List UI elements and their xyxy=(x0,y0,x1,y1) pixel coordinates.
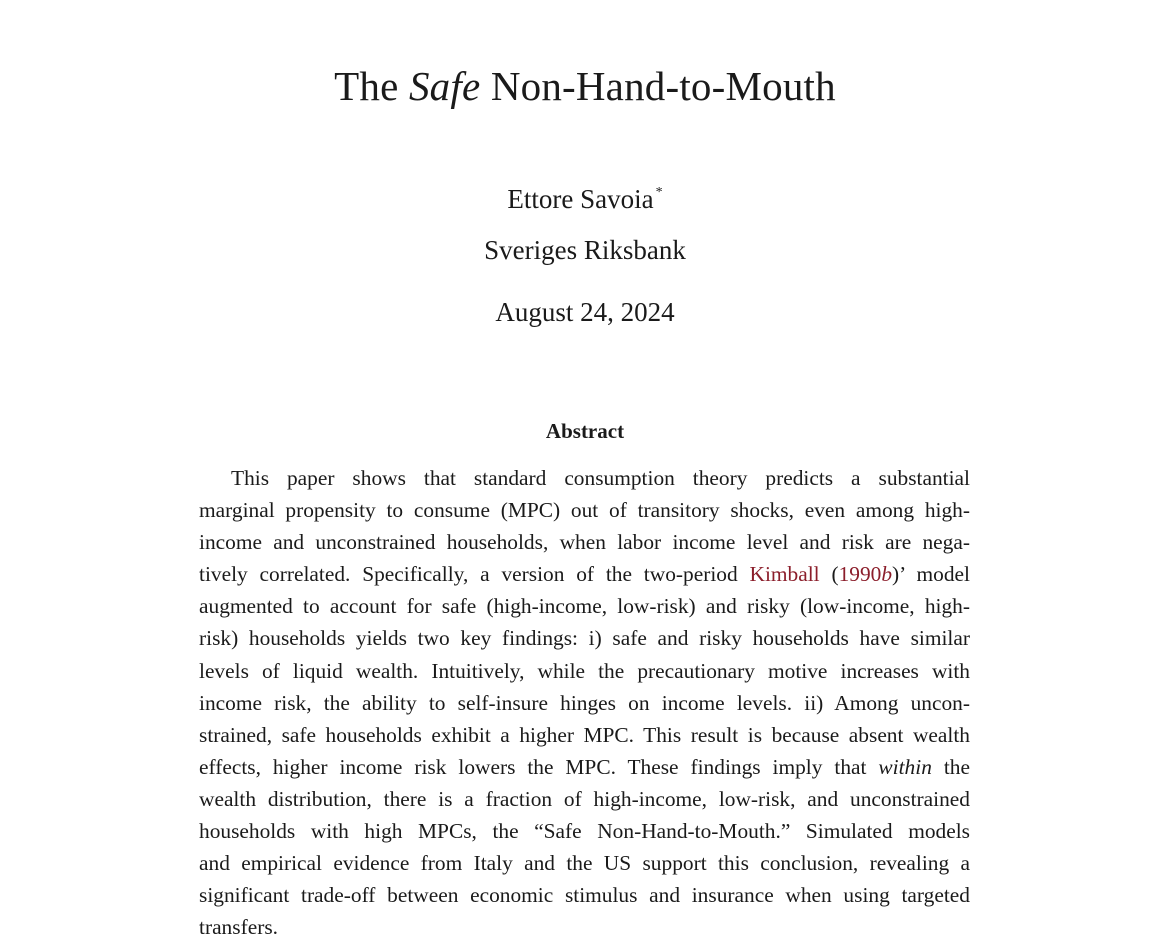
author-affiliation: Sveriges Riksbank xyxy=(484,235,686,265)
paper-title xyxy=(0,62,1170,110)
abstract-line: levels of liquid wealth. Intuitively, while the precautionary motive increases with xyxy=(199,658,970,683)
abstract-line-with-citation xyxy=(199,558,970,590)
abstract-line: This paper shows that standard consumption theory predicts a substantial xyxy=(231,466,970,490)
abstract-body xyxy=(199,462,970,943)
citation-year-link[interactable] xyxy=(839,562,892,586)
title-post: Non-Hand-to-Mouth xyxy=(490,63,836,109)
emphasis-within: within xyxy=(878,754,932,779)
abstract-line: wealth distribution, there is a fraction of high-income, low-risk, and unconstrained xyxy=(199,786,970,811)
abstract-line: marginal propensity to consume (MPC) out of transitory shocks, even among high- xyxy=(199,498,970,523)
citation-year: 1990 xyxy=(838,562,882,587)
abstract-line: augmented to account for safe (high-income, low-risk) and risky (low-income, high- xyxy=(199,594,970,619)
citation-author-link[interactable]: Kimball xyxy=(749,562,820,587)
title-pre: The xyxy=(334,63,399,109)
author-name xyxy=(0,184,1170,215)
paper-date: August 24, 2024 xyxy=(495,297,675,327)
abstract-text: ’ model xyxy=(899,562,970,587)
citation-close-paren: ) xyxy=(892,562,900,587)
abstract-line: income risk, the ability to self-insure hinges on income levels. ii) Among uncon- xyxy=(199,690,970,715)
abstract-line: households with high MPCs, the “Safe Non-Hand-to-Mouth.” Simulated models xyxy=(199,819,970,844)
author-footnote-mark[interactable]: * xyxy=(655,185,663,200)
abstract-line: and empirical evidence from Italy and the US support this conclusion, revealing a xyxy=(199,851,970,876)
abstract-line: strained, safe households exhibit a higher MPC. This result is because absent wealth xyxy=(199,722,970,747)
abstract-line-with-emphasis xyxy=(199,751,970,783)
abstract-text: effects, higher income risk lowers the MPC. These findings imply that xyxy=(199,754,867,779)
abstract-heading: Abstract xyxy=(545,419,625,443)
abstract-text: tively correlated. Specifically, a version of the two-period xyxy=(199,562,738,587)
abstract-line: transfers. xyxy=(199,915,278,940)
abstract-line: significant trade-off between economic stimulus and insurance when using targeted xyxy=(199,883,970,908)
citation-year-suffix: b xyxy=(881,562,893,587)
citation-open-paren: ( xyxy=(831,562,839,587)
abstract-line: risk) households yields two key findings: i) safe and risky households have similar xyxy=(199,626,970,651)
abstract-text: the xyxy=(943,754,970,779)
title-emphasis: Safe xyxy=(408,63,481,109)
abstract-line: income and unconstrained households, when labor income level and risk are nega- xyxy=(199,530,970,555)
author-text: Ettore Savoia xyxy=(507,184,654,214)
